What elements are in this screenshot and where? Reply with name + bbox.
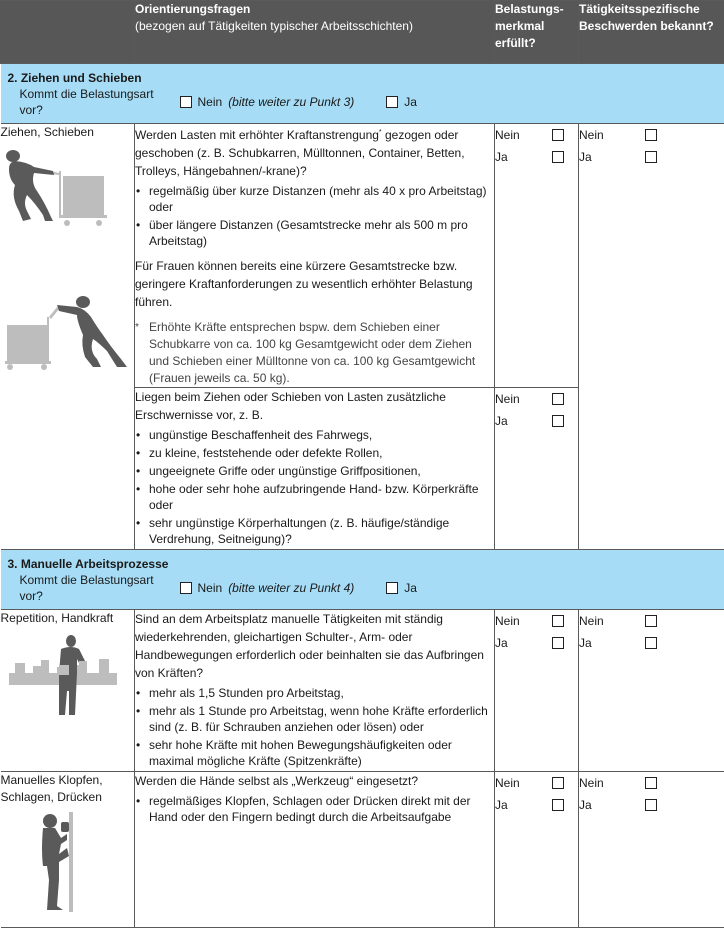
yes-label: Ja — [579, 150, 592, 164]
yes-checkbox[interactable] — [552, 415, 564, 427]
section-2-q2-criteria — [495, 388, 579, 550]
yes-checkbox[interactable] — [645, 151, 657, 163]
list-item: • sehr ungünstige Körperhaltungen (z. B. häufige/ständige Verdrehung, Seitneigung)? — [135, 515, 494, 547]
section-3-header — [1, 550, 724, 610]
section-2-q1-criteria-no[interactable] — [495, 124, 578, 146]
section-3-row-2-label: Manuelles Klopfen, Schlagen, Drücken — [1, 772, 135, 806]
header-complaints-label: Tätigkeitsspezifische Beschwerden bekannt? — [579, 2, 714, 33]
section-2-no-option[interactable] — [180, 94, 355, 110]
section-3-q2-complaints — [579, 772, 724, 928]
no-checkbox[interactable] — [552, 777, 564, 789]
no-checkbox[interactable] — [552, 393, 564, 405]
section-3-q1-criteria — [495, 610, 579, 772]
no-label: Nein — [495, 776, 520, 790]
section-2-yes-checkbox[interactable] — [386, 96, 398, 108]
yes-checkbox[interactable] — [645, 637, 657, 649]
section-2-q2-bullets — [135, 427, 494, 547]
yes-checkbox[interactable] — [645, 799, 657, 811]
no-label: Nein — [495, 392, 520, 406]
section-2-q2-criteria-no[interactable] — [495, 388, 578, 410]
section-3-q2-complaints-yes[interactable] — [579, 794, 724, 816]
list-item: • mehr als 1,5 Stunden pro Arbeitstag, — [135, 685, 494, 701]
person-at-workbench-icon — [1, 635, 121, 717]
section-3-yes-checkbox[interactable] — [386, 582, 398, 594]
section-2-complaints-no[interactable] — [579, 124, 724, 146]
yes-label: Ja — [579, 798, 592, 812]
list-item: • regelmäßig über kurze Distanzen (mehr als 40 x pro Arbeitstag) oder — [135, 183, 494, 215]
yes-label: Ja — [495, 414, 508, 428]
header-criteria-met — [495, 1, 579, 64]
header-row — [1, 1, 724, 64]
no-label: Nein — [579, 614, 604, 628]
section-3-q1-text: Sind an dem Arbeitsplatz manuelle Tätigkeiten mit ständig wiederkehrenden, gleichartigen Schulter-, Arm- oder Handbewegungen erforderlich oder beinhalten sie das Aufbringen von Kräften? — [135, 610, 494, 682]
section-3-no-hint: (bitte weiter zu Punkt 4) — [228, 580, 354, 596]
section-2-yes-label: Ja — [404, 94, 417, 110]
no-label: Nein — [579, 776, 604, 790]
section-2-header — [1, 64, 724, 124]
section-2-row-label-cell — [1, 124, 135, 550]
no-checkbox[interactable] — [552, 129, 564, 141]
section-2-title: 2. Ziehen und Schieben — [8, 70, 718, 86]
section-3-question-1 — [135, 610, 495, 772]
header-questions-title: Orientierungsfragen — [135, 2, 250, 16]
section-2-q1-bullets — [135, 183, 494, 249]
header-criteria-met-label: Belastungs-merkmal erfüllt? — [495, 2, 564, 50]
section-2-q1-criteria — [495, 124, 579, 388]
person-pushing-cart-icon — [1, 295, 131, 371]
section-2-footnote — [135, 319, 494, 387]
section-3-q1-bullets — [135, 685, 494, 769]
section-3-no-option[interactable] — [180, 580, 355, 596]
header-complaints — [579, 1, 724, 64]
no-label: Nein — [495, 614, 520, 628]
yes-checkbox[interactable] — [552, 151, 564, 163]
section-3-row-1 — [1, 610, 724, 772]
section-2-row-label: Ziehen, Schieben — [1, 124, 135, 141]
section-3-q1-complaints-no[interactable] — [579, 610, 724, 632]
list-item: • mehr als 1 Stunde pro Arbeitstag, wenn hohe Kräfte erforderlich sind (z. B. für Schrauben anziehen oder lösen) oder — [135, 703, 494, 735]
header-questions — [135, 1, 495, 64]
header-blank — [1, 1, 135, 64]
section-3-q2-text: Werden die Hände selbst als „Werkzeug“ eingesetzt? — [135, 772, 494, 790]
section-3-q2-complaints-no[interactable] — [579, 772, 724, 794]
section-3-q2-criteria-no[interactable] — [495, 772, 578, 794]
yes-label: Ja — [495, 798, 508, 812]
section-3-q2-bullets — [135, 793, 494, 825]
section-3-row-1-label: Repetition, Handkraft — [1, 610, 135, 627]
list-item: • sehr hohe Kräfte mit hohen Bewegungshäufigkeiten oder maximal mögliche Kräfte (Spitzenkräfte) — [135, 737, 494, 769]
section-2-complaints-yes[interactable] — [579, 146, 724, 168]
yes-label: Ja — [495, 150, 508, 164]
list-item: • hohe oder sehr hohe aufzubringende Hand- bzw. Körperkräfte oder — [135, 481, 494, 513]
section-3-row-2 — [1, 772, 724, 928]
section-3-row-1-label-cell — [1, 610, 135, 772]
section-2-women-note: Für Frauen können bereits eine kürzere Gesamtstrecke bzw. geringere Kraftanforderungen zu wesentlich erhöhter Belastung führen. — [135, 257, 494, 311]
section-2-q1-text-a: Werden Lasten mit erhöhter Kraftanstrengung — [135, 128, 379, 142]
section-3-yes-label: Ja — [404, 580, 417, 596]
section-3-question-2 — [135, 772, 495, 928]
list-item: • ungeeignete Griffe oder ungünstige Griffpositionen, — [135, 463, 494, 479]
section-3-q1-criteria-yes[interactable] — [495, 632, 578, 654]
no-checkbox[interactable] — [645, 615, 657, 627]
footnote-text: Erhöhte Kräfte entsprechen bspw. dem Schieben einer Schubkarre von ca. 100 kg Gesamtgewicht oder dem Ziehen und Schieben einer Mülltonne von ca. 100 kg Gesamtgewicht (Frauen jeweils ca. 50 kg). — [149, 319, 494, 387]
section-2-yes-option[interactable] — [386, 94, 417, 110]
section-2-q1-text — [135, 124, 494, 180]
section-2-q1-text-b: gezogen oder geschoben (z. B. Schubkarren, Mülltonnen, Container, Betten, Trolleys, Hängebahnen/-krane)? — [135, 128, 465, 178]
section-3-title: 3. Manuelle Arbeitsprozesse — [8, 556, 718, 572]
person-knocking-wall-icon — [1, 810, 81, 912]
section-3-q1-criteria-no[interactable] — [495, 610, 578, 632]
list-item: • über längere Distanzen (Gesamtstrecke mehr als 500 m pro Arbeitstag) — [135, 217, 494, 249]
no-checkbox[interactable] — [645, 129, 657, 141]
section-2-complaints — [579, 124, 724, 550]
list-item: • zu kleine, feststehende oder defekte Rollen, — [135, 445, 494, 461]
yes-label: Ja — [495, 636, 508, 650]
section-3-yes-option[interactable] — [386, 580, 417, 596]
header-questions-sub: (bezogen auf Tätigkeiten typischer Arbeitsschichten) — [135, 19, 413, 33]
no-checkbox[interactable] — [645, 777, 657, 789]
footnote-mark: * — [135, 319, 149, 387]
section-3-q2-criteria-yes[interactable] — [495, 794, 578, 816]
list-item: • regelmäßiges Klopfen, Schlagen oder Drücken direkt mit der Hand oder den Fingern bedingt durch die Arbeitsaufgabe — [135, 793, 494, 825]
section-3-q1-complaints-yes[interactable] — [579, 632, 724, 654]
section-3-row-2-label-cell — [1, 772, 135, 928]
section-2-no-hint: (bitte weiter zu Punkt 3) — [228, 94, 354, 110]
section-2-question-2 — [135, 388, 495, 550]
section-2-row-1 — [1, 124, 724, 388]
section-2-q1-criteria-yes[interactable] — [495, 146, 578, 168]
section-2-question-1 — [135, 124, 495, 388]
no-label: Nein — [579, 128, 604, 142]
section-3-q2-criteria — [495, 772, 579, 928]
section-2-q2-criteria-yes[interactable] — [495, 410, 578, 432]
yes-checkbox[interactable] — [552, 799, 564, 811]
person-pulling-cart-icon — [1, 149, 119, 229]
yes-checkbox[interactable] — [552, 637, 564, 649]
section-2-no-checkbox[interactable] — [180, 96, 192, 108]
no-checkbox[interactable] — [552, 615, 564, 627]
section-3-question: Kommt die Belastungsart vor? — [20, 572, 180, 604]
yes-label: Ja — [579, 636, 592, 650]
footnote-marker: * — [379, 129, 382, 136]
list-item: • ungünstige Beschaffenheit des Fahrwegs, — [135, 427, 494, 443]
section-3-q1-complaints — [579, 610, 724, 772]
section-2-question: Kommt die Belastungsart vor? — [20, 86, 180, 118]
section-2-q2-text: Liegen beim Ziehen oder Schieben von Lasten zusätzliche Erschwernisse vor, z. B. — [135, 388, 494, 424]
section-2-no-label: Nein — [198, 94, 223, 110]
no-label: Nein — [495, 128, 520, 142]
section-3-no-checkbox[interactable] — [180, 582, 192, 594]
section-3-no-label: Nein — [198, 580, 223, 596]
